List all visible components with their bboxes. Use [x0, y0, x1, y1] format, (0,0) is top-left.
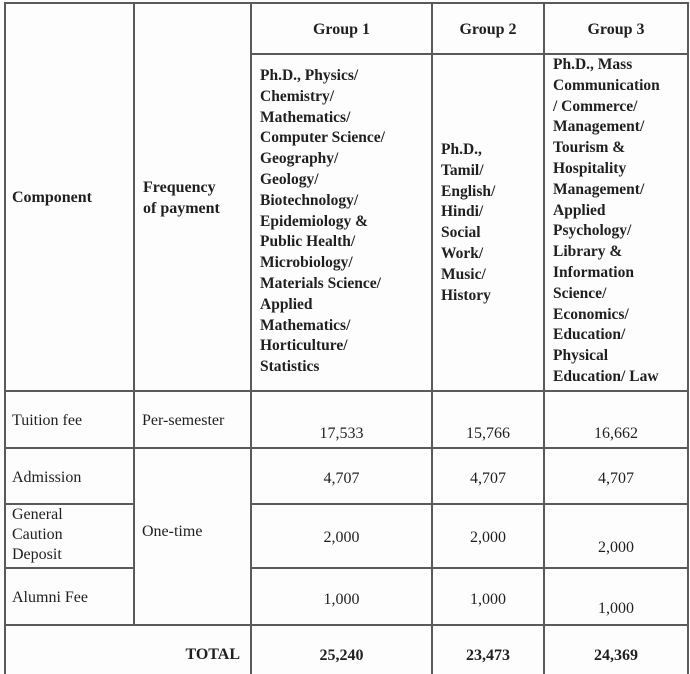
programme-line: Communication [553, 76, 660, 94]
alumni-group-1: 1,000 [323, 591, 360, 608]
programme-line: Tamil/ [441, 161, 484, 179]
programme-line: Education/ Law [553, 367, 659, 385]
total-group-2: 23,473 [466, 647, 510, 664]
caution-group-3: 2,000 [598, 539, 634, 556]
programme-line: Education/ [553, 326, 626, 344]
table-border-top [4, 2, 688, 4]
programme-line: Epidemiology & [260, 212, 369, 230]
programme-line: Economics/ [553, 305, 629, 323]
programme-line: Ph.D., [441, 141, 482, 158]
alumni-group-3: 1,000 [598, 600, 634, 617]
tuition-group-3: 16,662 [594, 425, 638, 442]
row-divider [4, 567, 134, 569]
caution-group-1: 2,000 [323, 529, 360, 546]
programme-line: Mathematics/ [260, 108, 351, 126]
tuition-group-2: 15,766 [466, 425, 510, 442]
programme-line: Chemistry/ [260, 87, 335, 105]
programme-line: Work/ [441, 244, 484, 262]
programme-line: Applied [553, 201, 606, 219]
row-divider [4, 447, 688, 449]
col-divider [250, 2, 252, 674]
programme-line: Computer Science/ [260, 129, 385, 147]
row-label-alumni: Alumni Fee [12, 589, 88, 606]
col-divider [431, 2, 433, 674]
row-label-admission: Admission [12, 469, 82, 486]
row-label-caution-deposit [12, 505, 63, 565]
programme-line: Materials Science/ [260, 274, 381, 292]
admission-group-1: 4,707 [323, 470, 360, 487]
col-divider [133, 2, 135, 625]
programme-line: Hindi/ [441, 203, 484, 221]
header-component: Component [12, 189, 93, 206]
header-frequency [143, 177, 220, 219]
admission-group-3: 4,707 [598, 470, 634, 487]
programme-line: Tourism & [553, 139, 626, 157]
frequency-per-semester: Per-semester [142, 412, 225, 429]
programme-line: Biotechnology/ [260, 191, 359, 209]
programme-line: Social [441, 224, 481, 242]
programme-line: Management/ [553, 118, 645, 136]
programme-line: Ph.D., Physics/ [260, 67, 359, 84]
alumni-group-2: 1,000 [470, 591, 506, 608]
programme-line: Horticulture/ [260, 337, 348, 355]
row-divider [4, 624, 688, 626]
programme-line: Psychology/ [553, 222, 632, 240]
tuition-group-1: 17,533 [319, 425, 364, 442]
caution-group-2: 2,000 [470, 529, 506, 546]
header-frequency-line1: Frequency [143, 179, 216, 196]
programme-line: Music/ [441, 265, 486, 283]
col-divider [543, 2, 545, 674]
table-border-right [687, 2, 689, 674]
total-group-3: 24,369 [594, 647, 638, 664]
header-group-2: Group 2 [459, 21, 517, 38]
programme-line: Hospitality [553, 159, 627, 177]
programme-line: Applied [260, 295, 313, 313]
programmes-group-2 [441, 140, 495, 306]
programme-line: Geology/ [260, 170, 319, 188]
programme-line: / Commerce/ [553, 97, 638, 115]
total-group-1: 25,240 [319, 647, 364, 664]
row-label-tuition: Tuition fee [12, 412, 83, 429]
admission-group-2: 4,707 [470, 470, 506, 487]
programme-line: Ph.D., Mass [553, 56, 633, 73]
programme-line: Information [553, 263, 634, 281]
programme-line: Science/ [553, 284, 607, 302]
programme-line: English/ [441, 182, 496, 200]
label-line: General [12, 506, 63, 523]
programme-line: Public Health/ [260, 233, 356, 251]
frequency-one-time: One-time [142, 523, 203, 540]
programme-line: Geography/ [260, 150, 339, 168]
programme-line: Mathematics/ [260, 316, 351, 334]
row-divider [251, 503, 688, 505]
programmes-group-1 [260, 66, 385, 378]
header-divider [4, 390, 688, 392]
header-group-3: Group 3 [587, 21, 645, 38]
label-line: Deposit [12, 546, 62, 563]
programme-line: Physical [553, 347, 609, 365]
programme-line: Statistics [260, 358, 320, 376]
total-label: TOTAL [185, 646, 240, 663]
programme-line: Management/ [553, 180, 645, 198]
programme-line: Library & [553, 243, 623, 261]
row-divider [251, 567, 688, 569]
label-line: Caution [12, 526, 63, 543]
programme-line: Microbiology/ [260, 254, 353, 272]
table-border-left [4, 2, 6, 674]
header-frequency-line2: of payment [143, 200, 220, 217]
header-group-1: Group 1 [312, 21, 371, 38]
programmes-group-3 [553, 55, 660, 388]
programme-line: History [441, 286, 491, 304]
